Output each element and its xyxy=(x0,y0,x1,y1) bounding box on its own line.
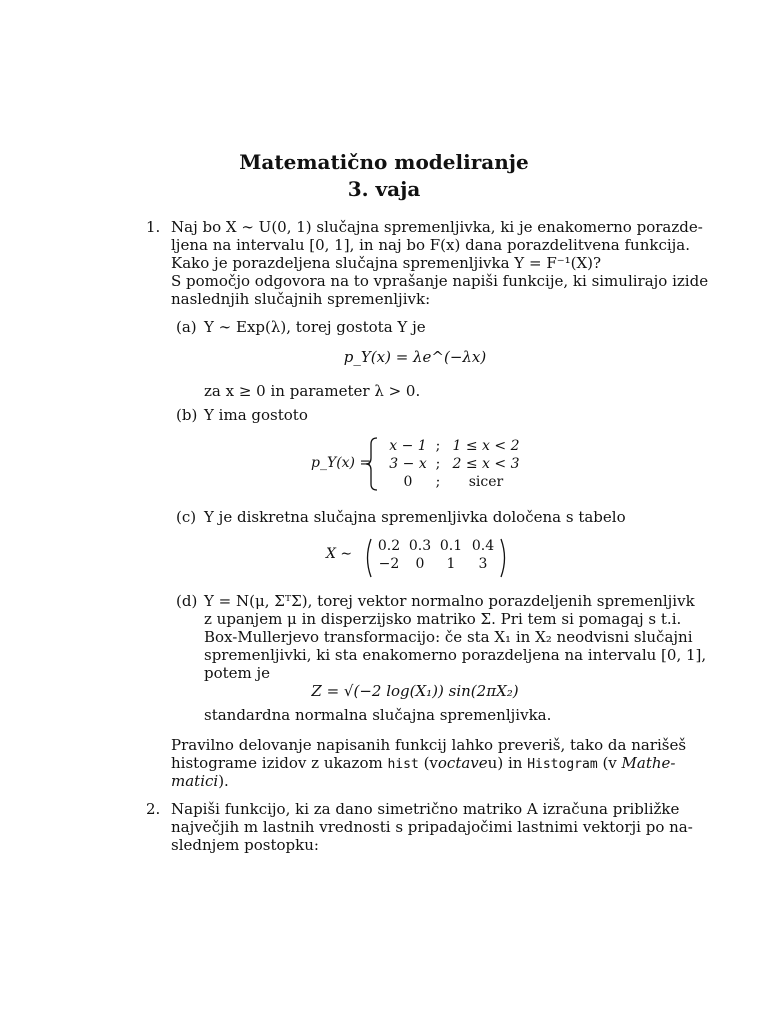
item-c-lhs: X ∼ xyxy=(326,546,353,562)
item-d-line-2: z upanjem μ in disperzijsko matriko Σ. Pri tem si pomagaj s t.i. xyxy=(204,610,682,628)
problem-1-line-3: Kako je porazdeljena slučajna spremenljivka Y = F⁻¹(X)? xyxy=(171,254,602,272)
problem-1-line-5: naslednjih slučajnih spremenljivk: xyxy=(171,290,431,308)
item-a-label: (a) xyxy=(176,318,197,336)
left-brace-icon xyxy=(364,436,380,492)
problem-2-line-1: Napiši funkcijo, ki za dano simetrično matriko A izračuna približke xyxy=(171,800,680,818)
note-text-b: (v xyxy=(423,754,438,772)
right-paren-icon xyxy=(498,537,510,579)
item-b-label: (b) xyxy=(176,406,198,424)
case-1-sep: ; xyxy=(435,438,441,454)
left-paren-icon xyxy=(362,537,374,579)
item-d-after: standardna normalna slučajna spremenljivka. xyxy=(204,706,552,724)
mathematica-word-part-1: Mathe- xyxy=(621,754,676,772)
note-text-d: (v xyxy=(602,754,617,772)
case-3-sep: ; xyxy=(435,474,441,490)
item-d-line-1: Y = N(μ, ΣᵀΣ), torej vektor normalno porazdeljenih spremenljivk xyxy=(204,592,695,610)
prob-4: 0.4 xyxy=(471,538,495,554)
mathematica-word-part-2: matici xyxy=(171,772,219,790)
problem-1-line-1: Naj bo X ∼ U(0, 1) slučajna spremenljivka, ki je enakomerno porazde- xyxy=(171,218,703,236)
case-2-expr: 3 − x xyxy=(389,456,427,472)
note-line-2 xyxy=(171,754,675,774)
case-2-sep: ; xyxy=(435,456,441,472)
octave-word: octave xyxy=(437,754,488,772)
case-3-expr: 0 xyxy=(403,474,413,490)
box-muller-formula: Z = √(−2 log(X₁)) sin(2πX₂) xyxy=(311,682,519,700)
value-2: 0 xyxy=(415,556,425,572)
problem-1-number: 1. xyxy=(146,218,161,236)
item-d-line-5: potem je xyxy=(204,664,271,682)
item-a-text: Y ∼ Exp(λ), torej gostota Y je xyxy=(204,318,426,336)
note-end: ). xyxy=(218,772,229,790)
value-3: 1 xyxy=(446,556,456,572)
problem-1-line-2: ljena na intervalu [0, 1], in naj bo F(x) dana porazdelitvena funkcija. xyxy=(171,236,691,254)
note-text-c: u) in xyxy=(487,754,523,772)
problem-1-line-4: S pomočjo odgovora na to vprašanje napiši funkcije, ki simulirajo izide xyxy=(171,272,709,290)
value-1: −2 xyxy=(378,556,400,572)
item-a-formula: p_Y(x) = λe^(−λx) xyxy=(343,348,487,366)
item-d-label: (d) xyxy=(176,592,198,610)
note-text-a: histograme izidov z ukazom xyxy=(171,754,383,772)
prob-1: 0.2 xyxy=(377,538,401,554)
case-3-cond: sicer xyxy=(468,474,504,490)
value-4: 3 xyxy=(478,556,488,572)
item-d-line-4: spremenljivki, ki sta enakomerno porazdeljena na intervalu [0, 1], xyxy=(204,646,707,664)
note-line-1: Pravilno delovanje napisanih funkcij lahko preveriš, tako da narišeš xyxy=(171,736,687,754)
case-2-cond: 2 ≤ x < 3 xyxy=(452,456,520,472)
item-c-label: (c) xyxy=(176,508,197,526)
item-d-line-3: Box-Mullerjevo transformacijo: če sta X₁ in X₂ neodvisni slučajni xyxy=(204,628,693,646)
document-title: Matematično modeliranje xyxy=(239,150,529,174)
item-c-text: Y je diskretna slučajna spremenljivka določena s tabelo xyxy=(204,508,626,526)
problem-2-line-3: slednjem postopku: xyxy=(171,836,319,854)
problem-2-number: 2. xyxy=(146,800,161,818)
item-b-lhs: p_Y(x) = xyxy=(311,455,372,471)
note-line-3 xyxy=(171,772,229,790)
case-1-cond: 1 ≤ x < 2 xyxy=(452,438,520,454)
prob-3: 0.1 xyxy=(439,538,463,554)
prob-2: 0.3 xyxy=(408,538,432,554)
hist-command: hist xyxy=(387,757,419,772)
histogram-command: Histogram xyxy=(527,757,598,772)
document-subtitle: 3. vaja xyxy=(347,177,421,201)
problem-2-line-2: največjih m lastnih vrednosti s pripadajočimi lastnimi vektorji po na- xyxy=(171,818,693,836)
item-b-text: Y ima gostoto xyxy=(204,406,308,424)
case-1-expr: x − 1 xyxy=(389,438,427,454)
item-a-after: za x ≥ 0 in parameter λ > 0. xyxy=(204,382,421,400)
